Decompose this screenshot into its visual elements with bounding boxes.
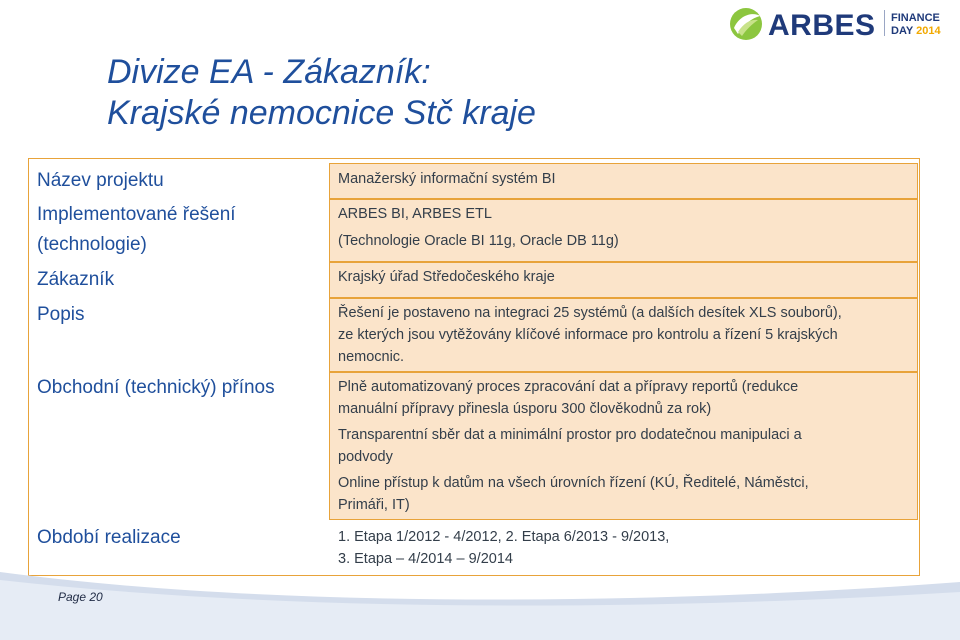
arbes-finance-day-logo	[728, 4, 960, 44]
value-customer: Krajský úřad Středočeského kraje	[338, 269, 555, 285]
footer-swoosh	[0, 572, 960, 640]
label-project-name: Název projektu	[37, 170, 164, 191]
logo-finance: FINANCE	[891, 12, 940, 24]
arbes-leaf-icon	[728, 6, 764, 42]
footer-band	[0, 572, 960, 640]
label-description: Popis	[37, 304, 85, 325]
label-benefit: Obchodní (technický) přínos	[37, 377, 275, 398]
value-period: 1. Etapa 1/2012 - 4/2012, 2. Etapa 6/2013 - 9/2013, 3. Etapa – 4/2014 – 9/2014	[338, 529, 670, 567]
slide-title	[107, 52, 536, 134]
value-technology: ARBES BI, ARBES ETL (Technologie Oracle BI 11g, Oracle DB 11g)	[338, 206, 619, 249]
page-number: Page 20	[58, 590, 103, 604]
logo-divider	[884, 10, 885, 36]
value-benefit: Plně automatizovaný proces zpracování dat a přípravy reportů (redukce manuální přípravy přinesla úsporu 300 člověkodnů za rok) Transparentní sběr dat a minimální prostor pro dodatečnou manipulaci a podvody Online přístup k datům na všech úrovních řízení (KÚ, Ředitelé, Náměstci, Primáři, IT)	[338, 379, 809, 513]
label-customer: Zákazník	[37, 269, 115, 290]
label-technology: Implementované řešení (technologie)	[37, 204, 236, 255]
value-description: Řešení je postaveno na integraci 25 systémů (a dalších desítek XLS souborů), ze kterých jsou vytěžovány klíčové informace pro kontrolu a řízení 5 krajských nemocnic.	[338, 305, 842, 365]
slide-title-line-1: Divize EA - Zákazník:	[107, 53, 431, 91]
logo-day: DAY 2014	[891, 25, 941, 37]
slide-title-line-2: Krajské nemocnice Stč kraje	[107, 94, 536, 132]
logo-brand: ARBES	[768, 9, 876, 42]
value-project-name: Manažerský informační systém BI	[338, 171, 556, 187]
label-period: Období realizace	[37, 527, 181, 548]
